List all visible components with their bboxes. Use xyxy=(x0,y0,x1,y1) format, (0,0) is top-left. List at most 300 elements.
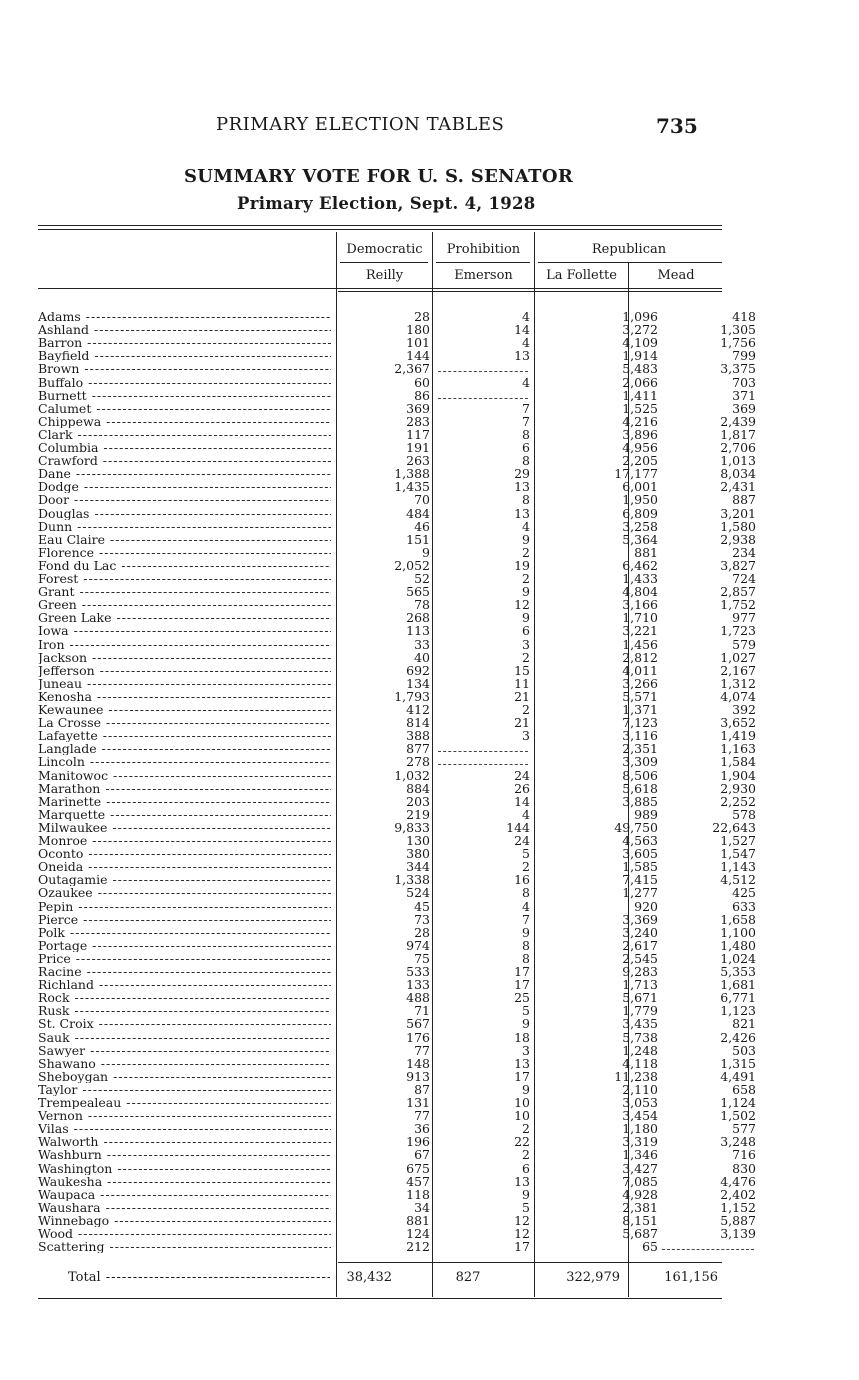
reilly-votes: 1,388 xyxy=(394,466,430,482)
county-name: Sauk ----- xyxy=(38,1031,331,1044)
header-emerson: Emerson xyxy=(454,268,513,283)
emerson-votes: 8 xyxy=(522,426,530,442)
empty-cell-dash xyxy=(438,764,528,765)
emerson-votes: 2 xyxy=(522,571,530,586)
emerson-votes: 24 xyxy=(514,833,530,848)
emerson-votes: 13 xyxy=(514,1055,530,1071)
reilly-votes: 412 xyxy=(406,702,430,717)
county-name: Douglas ----- xyxy=(38,507,331,520)
reilly-votes: 60 xyxy=(414,374,430,390)
la-follette-votes: 6,462 xyxy=(622,557,658,573)
emerson-votes: 5 xyxy=(522,1003,530,1019)
mead-votes: 8,034 xyxy=(720,466,756,482)
mead-votes: 4,476 xyxy=(720,1173,756,1189)
mead-votes: 799 xyxy=(732,348,756,364)
mead-votes: 418 xyxy=(732,309,756,324)
mead-votes: 577 xyxy=(732,1121,756,1137)
reilly-votes: 148 xyxy=(406,1055,430,1071)
county-name: Lincoln ----- xyxy=(38,755,331,768)
la-follette-votes: 49,750 xyxy=(614,819,658,835)
la-follette-votes: 3,166 xyxy=(622,597,658,613)
county-name: Milwaukee ----- xyxy=(38,821,331,834)
county-name: Crawford ----- xyxy=(38,454,331,467)
county-name: Jackson ----- xyxy=(38,651,331,664)
emerson-votes: 17 xyxy=(514,1239,530,1255)
county-name: Pepin ----- xyxy=(38,900,331,913)
reilly-votes: 692 xyxy=(406,662,430,678)
header-bottom-rule-2 xyxy=(338,291,722,292)
la-follette-votes: 3,427 xyxy=(622,1160,658,1176)
emerson-votes: 3 xyxy=(522,728,530,744)
reilly-votes: 180 xyxy=(406,322,430,338)
la-follette-votes: 65 xyxy=(642,1239,658,1255)
mead-votes: 716 xyxy=(732,1147,756,1163)
mead-votes: 371 xyxy=(732,387,756,403)
reilly-votes: 533 xyxy=(406,964,430,979)
empty-cell-dash xyxy=(438,371,528,372)
la-follette-votes: 6,001 xyxy=(622,479,658,495)
mead-votes: 1,904 xyxy=(720,767,756,783)
reilly-votes: 130 xyxy=(406,833,430,848)
emerson-votes: 9 xyxy=(522,610,530,626)
mead-votes: 3,375 xyxy=(720,361,756,377)
mead-votes: 2,938 xyxy=(720,531,756,547)
county-name: Oneida ----- xyxy=(38,860,331,873)
emerson-votes: 7 xyxy=(522,400,530,416)
la-follette-votes: 4,804 xyxy=(622,584,658,600)
emerson-votes: 12 xyxy=(514,597,530,613)
reilly-votes: 77 xyxy=(414,1042,430,1058)
reilly-votes: 877 xyxy=(406,741,430,757)
mead-votes: 1,480 xyxy=(720,937,756,953)
reilly-votes: 2,052 xyxy=(394,557,430,573)
emerson-votes: 2 xyxy=(522,1121,530,1137)
emerson-votes: 8 xyxy=(522,937,530,953)
la-follette-votes: 3,053 xyxy=(622,1095,658,1110)
emerson-votes: 21 xyxy=(514,715,530,731)
county-name: Forest ----- xyxy=(38,572,331,585)
la-follette-votes: 7,415 xyxy=(622,872,658,888)
reilly-votes: 9 xyxy=(422,544,430,560)
la-follette-votes: 1,710 xyxy=(622,610,658,626)
county-name: Marquette ----- xyxy=(38,808,331,821)
la-follette-votes: 989 xyxy=(634,806,658,822)
reilly-votes: 176 xyxy=(406,1029,430,1045)
mead-votes: 1,013 xyxy=(720,453,756,469)
la-follette-votes: 2,205 xyxy=(622,453,658,469)
county-name: Washington ----- xyxy=(38,1162,331,1175)
county-name: Trempealeau ----- xyxy=(38,1096,331,1109)
county-name: Bayfield ----- xyxy=(38,349,331,362)
mead-votes: 369 xyxy=(732,400,756,416)
county-name: Richland ----- xyxy=(38,978,331,991)
emerson-votes: 17 xyxy=(514,964,530,979)
county-name: Monroe ----- xyxy=(38,834,331,847)
county-name: Burnett ----- xyxy=(38,389,331,402)
la-follette-votes: 8,506 xyxy=(622,767,658,783)
la-follette-votes: 3,885 xyxy=(622,793,658,809)
la-follette-votes: 4,563 xyxy=(622,833,658,848)
reilly-votes: 196 xyxy=(406,1134,430,1150)
reilly-votes: 101 xyxy=(406,335,430,351)
emerson-votes: 17 xyxy=(514,1068,530,1084)
la-follette-votes: 5,671 xyxy=(622,990,658,1006)
county-name: Shawano ----- xyxy=(38,1057,331,1070)
emerson-votes: 9 xyxy=(522,584,530,600)
reilly-votes: 133 xyxy=(406,977,430,993)
header-democratic: Democratic xyxy=(346,242,423,257)
reilly-votes: 212 xyxy=(406,1239,430,1255)
emerson-votes: 7 xyxy=(522,413,530,429)
emerson-votes: 13 xyxy=(514,348,530,364)
emerson-votes: 15 xyxy=(514,662,530,678)
emerson-votes: 29 xyxy=(514,466,530,482)
reilly-votes: 1,435 xyxy=(394,479,430,495)
la-follette-votes: 5,364 xyxy=(622,531,658,547)
mead-votes: 5,353 xyxy=(720,964,756,979)
county-name: Sawyer ----- xyxy=(38,1044,331,1057)
mead-votes: 887 xyxy=(732,492,756,508)
reilly-votes: 524 xyxy=(406,885,430,901)
mead-votes: 633 xyxy=(732,898,756,914)
header-mead: Mead xyxy=(657,268,695,283)
county-name: La Crosse ----- xyxy=(38,716,331,729)
reilly-votes: 344 xyxy=(406,859,430,875)
county-name: Portage ----- xyxy=(38,939,331,952)
table-top-rule-2 xyxy=(38,229,722,230)
la-follette-votes: 3,435 xyxy=(622,1016,658,1032)
county-name: Dunn ----- xyxy=(38,520,331,533)
header-bottom-rule xyxy=(38,288,722,289)
la-follette-votes: 1,914 xyxy=(622,348,658,364)
la-follette-votes: 1,525 xyxy=(622,400,658,416)
reilly-votes: 1,338 xyxy=(394,872,430,888)
reilly-votes: 134 xyxy=(406,675,430,691)
reilly-votes: 36 xyxy=(414,1121,430,1137)
empty-cell-dash xyxy=(438,398,528,399)
reilly-votes: 28 xyxy=(414,924,430,940)
mead-votes: 4,512 xyxy=(720,872,756,888)
county-name: Kewaunee ----- xyxy=(38,703,331,716)
la-follette-votes: 1,248 xyxy=(622,1042,658,1058)
la-follette-votes: 4,109 xyxy=(622,335,658,351)
county-name: Waukesha ----- xyxy=(38,1175,331,1188)
emerson-votes: 8 xyxy=(522,492,530,508)
county-name: Brown ----- xyxy=(38,362,331,375)
la-follette-votes: 3,272 xyxy=(622,322,658,338)
emerson-votes: 2 xyxy=(522,649,530,665)
running-title: PRIMARY ELECTION TABLES xyxy=(216,114,505,135)
reilly-votes: 131 xyxy=(406,1095,430,1110)
emerson-votes: 2 xyxy=(522,1147,530,1163)
county-name: Waushara ----- xyxy=(38,1201,331,1214)
mead-votes: 2,857 xyxy=(720,584,756,600)
la-follette-votes: 881 xyxy=(634,544,658,560)
county-name: Pierce ----- xyxy=(38,913,331,926)
la-follette-votes: 2,812 xyxy=(622,649,658,665)
emerson-votes: 4 xyxy=(522,806,530,822)
emerson-votes: 9 xyxy=(522,531,530,547)
county-name: Adams ----- xyxy=(38,310,331,323)
reilly-votes: 86 xyxy=(414,387,430,403)
emerson-votes: 9 xyxy=(522,1016,530,1032)
county-name: Vilas ----- xyxy=(38,1122,331,1135)
la-follette-votes: 7,085 xyxy=(622,1173,658,1189)
emerson-votes: 3 xyxy=(522,1042,530,1058)
county-name: Green ----- xyxy=(38,598,331,611)
la-follette-votes: 3,454 xyxy=(622,1108,658,1124)
header-rule-pro xyxy=(436,262,530,263)
la-follette-votes: 5,483 xyxy=(622,361,658,377)
county-name: Rock ----- xyxy=(38,991,331,1004)
reilly-votes: 369 xyxy=(406,400,430,416)
county-name: St. Croix ----- xyxy=(38,1017,331,1030)
la-follette-votes: 920 xyxy=(634,898,658,914)
reilly-votes: 71 xyxy=(414,1003,430,1019)
reilly-votes: 488 xyxy=(406,990,430,1006)
reilly-votes: 283 xyxy=(406,413,430,429)
county-name: Juneau ----- xyxy=(38,677,331,690)
county-name: Eau Claire ----- xyxy=(38,533,331,546)
page-subtitle: Primary Election, Sept. 4, 1928 xyxy=(237,194,536,213)
reilly-votes: 675 xyxy=(406,1160,430,1176)
reilly-votes: 388 xyxy=(406,728,430,744)
county-name: Kenosha ----- xyxy=(38,690,331,703)
mead-votes: 1,100 xyxy=(720,924,756,940)
mead-votes: 830 xyxy=(732,1160,756,1176)
mead-votes: 2,402 xyxy=(720,1186,756,1202)
county-name: Lafayette ----- xyxy=(38,729,331,742)
emerson-votes: 14 xyxy=(514,322,530,338)
reilly-votes: 77 xyxy=(414,1108,430,1124)
reilly-votes: 78 xyxy=(414,597,430,613)
col-sep-3 xyxy=(534,232,535,1297)
mead-votes: 3,201 xyxy=(720,505,756,521)
emerson-votes: 17 xyxy=(514,977,530,993)
county-name: Langlade ----- xyxy=(38,742,331,755)
emerson-votes: 3 xyxy=(522,636,530,652)
mead-votes: 234 xyxy=(732,544,756,560)
la-follette-votes: 3,266 xyxy=(622,675,658,691)
reilly-votes: 144 xyxy=(406,348,430,364)
header-rule-dem xyxy=(340,262,428,263)
la-follette-votes: 4,956 xyxy=(622,440,658,455)
reilly-votes: 151 xyxy=(406,531,430,547)
mead-votes: 578 xyxy=(732,806,756,822)
la-follette-votes: 3,369 xyxy=(622,911,658,927)
reilly-votes: 191 xyxy=(406,440,430,455)
mead-votes: 2,706 xyxy=(720,440,756,455)
page-number: 735 xyxy=(656,114,698,138)
reilly-votes: 67 xyxy=(414,1147,430,1163)
county-name: Scattering ----- xyxy=(38,1240,331,1253)
la-follette-votes: 1,180 xyxy=(622,1121,658,1137)
la-follette-votes: 2,351 xyxy=(622,741,658,757)
emerson-votes: 5 xyxy=(522,1199,530,1215)
mead-votes: 658 xyxy=(732,1081,756,1097)
county-name: Price ----- xyxy=(38,952,331,965)
reilly-votes: 263 xyxy=(406,453,430,469)
total-emerson: 827 xyxy=(455,1270,481,1285)
emerson-votes: 8 xyxy=(522,453,530,469)
mead-votes: 2,252 xyxy=(720,793,756,809)
mead-votes: 3,827 xyxy=(720,557,756,573)
reilly-votes: 87 xyxy=(414,1081,430,1097)
emerson-votes: 10 xyxy=(514,1095,530,1110)
emerson-votes: 9 xyxy=(522,924,530,940)
reilly-votes: 219 xyxy=(406,806,430,822)
la-follette-votes: 2,381 xyxy=(622,1199,658,1215)
county-name: Door ----- xyxy=(38,493,331,506)
county-name: Polk ----- xyxy=(38,926,331,939)
emerson-votes: 9 xyxy=(522,1186,530,1202)
reilly-votes: 565 xyxy=(406,584,430,600)
la-follette-votes: 1,346 xyxy=(622,1147,658,1163)
mead-votes: 1,312 xyxy=(720,675,756,691)
mead-votes: 1,305 xyxy=(720,322,756,338)
mead-votes: 1,580 xyxy=(720,518,756,534)
emerson-votes: 4 xyxy=(522,374,530,390)
la-follette-votes: 2,110 xyxy=(622,1081,658,1097)
la-follette-votes: 7,123 xyxy=(622,715,658,731)
reilly-votes: 457 xyxy=(406,1173,430,1189)
emerson-votes: 8 xyxy=(522,950,530,966)
la-follette-votes: 1,585 xyxy=(622,859,658,875)
la-follette-votes: 4,011 xyxy=(622,662,658,678)
mead-votes: 1,817 xyxy=(720,426,756,442)
reilly-votes: 75 xyxy=(414,950,430,966)
emerson-votes: 9 xyxy=(522,1081,530,1097)
la-follette-votes: 5,738 xyxy=(622,1029,658,1045)
county-name: Walworth ----- xyxy=(38,1135,331,1148)
mead-votes: 6,771 xyxy=(720,990,756,1006)
col-sep-1 xyxy=(336,232,337,1297)
emerson-votes: 8 xyxy=(522,885,530,901)
county-name: Iowa ----- xyxy=(38,624,331,637)
la-follette-votes: 17,177 xyxy=(614,466,658,482)
emerson-votes: 6 xyxy=(522,623,530,639)
la-follette-votes: 5,618 xyxy=(622,780,658,796)
mead-votes: 3,652 xyxy=(720,715,756,731)
la-follette-votes: 1,456 xyxy=(622,636,658,652)
reilly-votes: 73 xyxy=(414,911,430,927)
emerson-votes: 4 xyxy=(522,309,530,324)
header-republican: Republican xyxy=(591,242,667,257)
county-name: Jefferson ----- xyxy=(38,664,331,677)
la-follette-votes: 3,896 xyxy=(622,426,658,442)
mead-votes: 1,502 xyxy=(720,1108,756,1124)
mead-votes: 1,752 xyxy=(720,597,756,613)
mead-votes: 5,887 xyxy=(720,1212,756,1228)
emerson-votes: 2 xyxy=(522,702,530,717)
emerson-votes: 6 xyxy=(522,1160,530,1176)
mead-votes: 724 xyxy=(732,571,756,586)
la-follette-votes: 1,433 xyxy=(622,571,658,586)
emerson-votes: 6 xyxy=(522,440,530,455)
mead-votes: 4,074 xyxy=(720,688,756,704)
mead-votes: 1,658 xyxy=(720,911,756,927)
county-name: Wood ----- xyxy=(38,1227,331,1240)
emerson-votes: 12 xyxy=(514,1212,530,1228)
reilly-votes: 9,833 xyxy=(394,819,430,835)
emerson-votes: 25 xyxy=(514,990,530,1006)
emerson-votes: 26 xyxy=(514,780,530,796)
emerson-votes: 2 xyxy=(522,544,530,560)
emerson-votes: 16 xyxy=(514,872,530,888)
reilly-votes: 1,032 xyxy=(394,767,430,783)
la-follette-votes: 1,950 xyxy=(622,492,658,508)
emerson-votes: 18 xyxy=(514,1029,530,1045)
mead-votes: 1,124 xyxy=(720,1095,756,1110)
la-follette-votes: 2,617 xyxy=(622,937,658,953)
reilly-votes: 117 xyxy=(406,426,430,442)
mead-votes: 579 xyxy=(732,636,756,652)
county-name: Vernon ----- xyxy=(38,1109,331,1122)
county-name: Fond du Lac ----- xyxy=(38,559,331,572)
county-name: Marathon ----- xyxy=(38,782,331,795)
county-name: Washburn ----- xyxy=(38,1148,331,1161)
reilly-votes: 974 xyxy=(406,937,430,953)
la-follette-votes: 2,066 xyxy=(622,374,658,390)
reilly-votes: 884 xyxy=(406,780,430,796)
county-name: Calumet ----- xyxy=(38,402,331,415)
emerson-votes: 2 xyxy=(522,859,530,875)
emerson-votes: 10 xyxy=(514,1108,530,1124)
header-prohibition: Prohibition xyxy=(446,242,521,257)
la-follette-votes: 2,545 xyxy=(622,950,658,966)
mead-votes: 977 xyxy=(732,610,756,626)
header-reilly: Reilly xyxy=(365,268,404,283)
empty-cell-dash xyxy=(662,1249,754,1250)
reilly-votes: 46 xyxy=(414,518,430,534)
county-name: Green Lake ----- xyxy=(38,611,331,624)
county-name: Florence ----- xyxy=(38,546,331,559)
la-follette-votes: 11,238 xyxy=(614,1068,658,1084)
reilly-votes: 113 xyxy=(406,623,430,639)
mead-votes: 3,248 xyxy=(720,1134,756,1150)
emerson-votes: 4 xyxy=(522,518,530,534)
mead-votes: 1,547 xyxy=(720,846,756,862)
county-name: Chippewa ----- xyxy=(38,415,331,428)
empty-cell-dash xyxy=(438,751,528,752)
reilly-votes: 484 xyxy=(406,505,430,521)
emerson-votes: 7 xyxy=(522,911,530,927)
reilly-votes: 45 xyxy=(414,898,430,914)
la-follette-votes: 1,277 xyxy=(622,885,658,901)
emerson-votes: 12 xyxy=(514,1226,530,1241)
col-sep-2 xyxy=(432,232,433,1297)
reilly-votes: 380 xyxy=(406,846,430,862)
reilly-votes: 814 xyxy=(406,715,430,731)
la-follette-votes: 1,096 xyxy=(622,309,658,324)
mead-votes: 503 xyxy=(732,1042,756,1058)
reilly-votes: 33 xyxy=(414,636,430,652)
la-follette-votes: 3,319 xyxy=(622,1134,658,1150)
mead-votes: 821 xyxy=(732,1016,756,1032)
mead-votes: 1,584 xyxy=(720,754,756,770)
emerson-votes: 14 xyxy=(514,793,530,809)
reilly-votes: 34 xyxy=(414,1199,430,1215)
mead-votes: 2,930 xyxy=(720,780,756,796)
mead-votes: 4,491 xyxy=(720,1068,756,1084)
county-name: Racine ----- xyxy=(38,965,331,978)
emerson-votes: 4 xyxy=(522,898,530,914)
table-bottom-rule xyxy=(38,1298,722,1299)
county-name: Manitowoc ----- xyxy=(38,769,331,782)
reilly-votes: 52 xyxy=(414,571,430,586)
la-follette-votes: 4,928 xyxy=(622,1186,658,1202)
county-name: Ashland ----- xyxy=(38,323,331,336)
